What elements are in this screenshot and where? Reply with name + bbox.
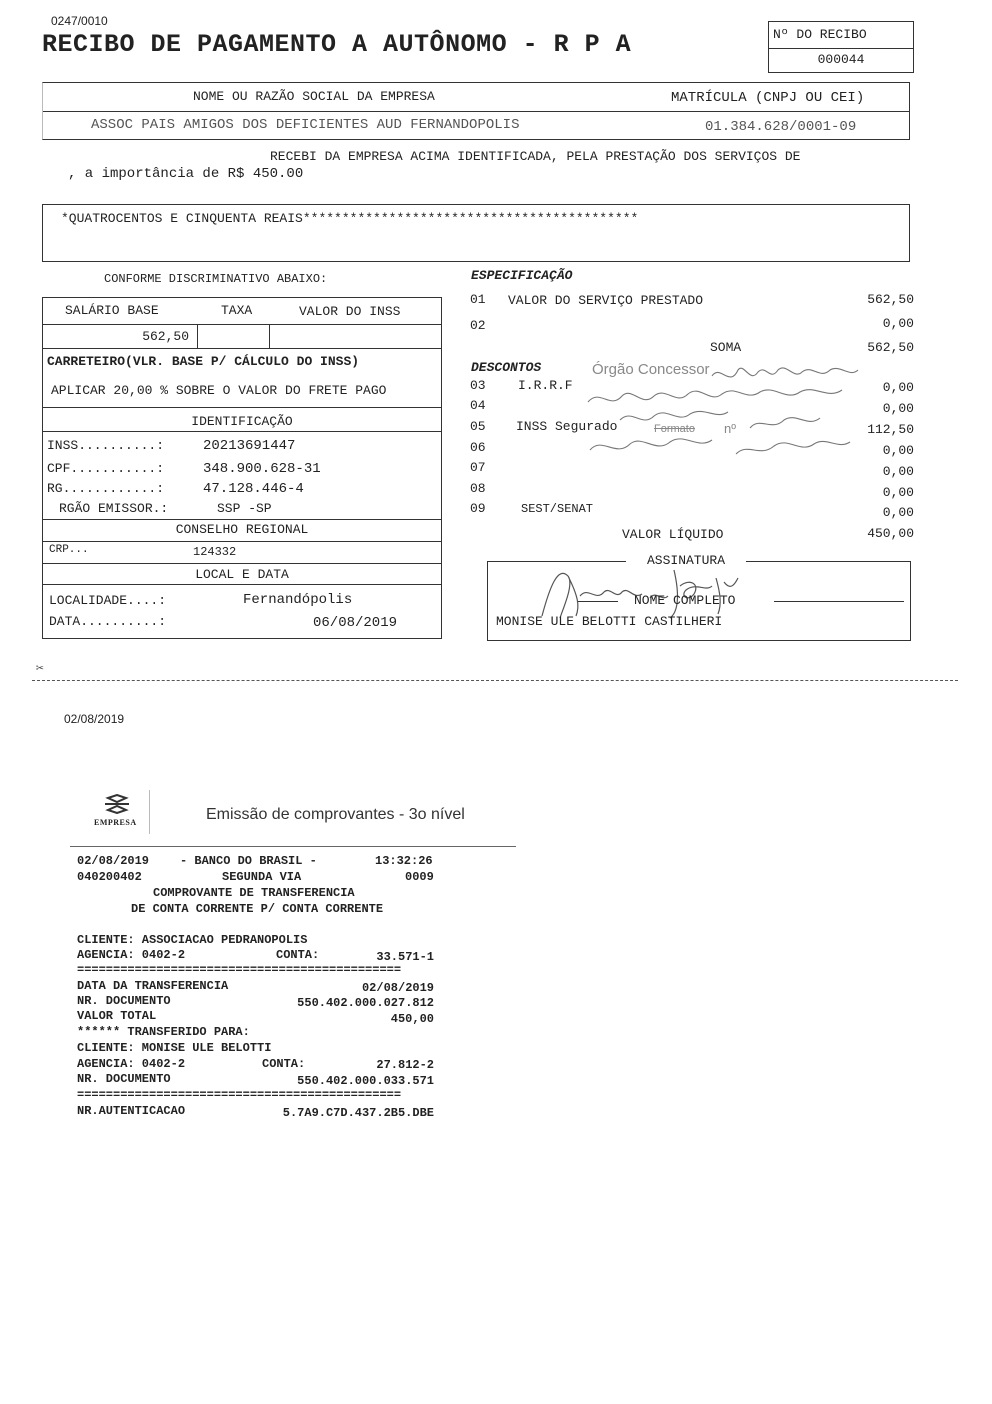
bank-nr-doc-label-2: NR. DOCUMENTO (77, 1072, 171, 1086)
bank-data-transf-label: DATA DA TRANSFERENCIA (77, 979, 229, 993)
crp-label: CRP... (49, 544, 89, 556)
carreteiro-text: APLICAR 20,00 % SOBRE O VALOR DO FRETE PAGO (51, 383, 387, 398)
item-05-desc: INSS Segurado (516, 419, 618, 434)
carreteiro-title: CARRETEIRO(VLR. BASE P/ CÁLCULO DO INSS) (47, 354, 360, 369)
item-01-value: 562,50 (867, 292, 914, 307)
receipt-number: 000044 (817, 52, 865, 67)
item-07-code: 07 (470, 460, 486, 475)
stamp-numero: nº (724, 421, 736, 436)
bank-valor-total-label: VALOR TOTAL (77, 1009, 157, 1023)
identificacao-title: IDENTIFICAÇÃO (191, 414, 293, 429)
stamp-handwriting (580, 358, 870, 474)
bank-cliente-2: CLIENTE: MONISE ULE BELOTTI (77, 1041, 272, 1055)
item-02-code: 02 (470, 318, 486, 333)
bank-logo (88, 790, 150, 834)
soma-value: 562,50 (867, 340, 914, 355)
taxa-header: TAXA (221, 303, 253, 318)
bank-nr-doc-1: 550.402.000.027.812 (297, 996, 434, 1010)
conforme-label: CONFORME DISCRIMINATIVO ABAIXO: (104, 272, 328, 286)
data-label: DATA..........: (49, 614, 167, 629)
item-05-value: 112,50 (867, 422, 914, 437)
bank-conta-label-1: CONTA: (276, 948, 320, 962)
scissors-icon: ✂ (36, 661, 44, 676)
soma-label: SOMA (710, 340, 742, 355)
orgao-emissor-value: SSP -SP (217, 501, 272, 516)
statement-line-1: RECEBI DA EMPRESA ACIMA IDENTIFICADA, PELA PRESTAÇÃO DOS SERVIÇOS DE (270, 149, 801, 164)
rg-label: RG............: (47, 481, 165, 496)
item-04-value: 0,00 (882, 401, 914, 416)
item-06-code: 06 (470, 440, 486, 455)
bank-terminal: 040200402 (77, 870, 142, 884)
data-value: 06/08/2019 (313, 615, 398, 631)
company-box (42, 82, 910, 140)
bank-heading-1: COMPROVANTE DE TRANSFERENCIA (153, 886, 355, 900)
bank-time: 13:32:26 (375, 854, 433, 868)
item-08-value: 0,00 (882, 485, 914, 500)
inss-label: INSS..........: (47, 438, 165, 453)
company-name-header: NOME OU RAZÃO SOCIAL DA EMPRESA (193, 89, 435, 104)
bank-separator-1: ============================================= (77, 963, 402, 977)
valor-inss-header: VALOR DO INSS (299, 304, 401, 319)
bank-segunda-via: SEGUNDA VIA (222, 870, 302, 884)
especificacao-title: ESPECIFICAÇÃO (471, 268, 573, 283)
bank-agencia-1: AGENCIA: 0402-2 (77, 948, 186, 962)
orgao-emissor-label: RGÃO EMISSOR.: (59, 501, 169, 516)
receipt-number-box (768, 21, 914, 73)
valor-liquido-label: VALOR LÍQUIDO (622, 527, 724, 542)
bank-conta-1: 33.571-1 (376, 950, 434, 964)
cpf-value: 348.900.628-31 (203, 461, 321, 477)
statement-line-2: , a importância de R$ 450.00 (68, 166, 304, 182)
valor-liquido-value: 450,00 (867, 526, 914, 541)
amount-words-box (42, 204, 910, 262)
item-01-code: 01 (470, 292, 486, 307)
receipt-number-label: Nº DO RECIBO (773, 27, 867, 42)
item-03-code: 03 (470, 378, 486, 393)
bank-separator-2: ============================================= (77, 1088, 402, 1102)
bank-valor-total: 450,00 (390, 1012, 434, 1026)
bank-autentic: 5.7A9.C7D.437.2B5.DBE (282, 1106, 434, 1120)
company-name: ASSOC PAIS AMIGOS DOS DEFICIENTES AUD FERNANDOPOLIS (91, 117, 520, 133)
bank-logo-icon (102, 794, 132, 814)
item-06-value: 0,00 (882, 443, 914, 458)
bank-cliente-1: CLIENTE: ASSOCIACAO PEDRANOPOLIS (77, 933, 308, 947)
company-id-header: MATRÍCULA (CNPJ OU CEI) (671, 90, 865, 106)
conselho-title: CONSELHO REGIONAL (175, 522, 309, 537)
nome-completo-label: NOME COMPLETO (634, 593, 736, 608)
local-data-title: LOCAL E DATA (195, 567, 289, 582)
bank-heading-2: DE CONTA CORRENTE P/ CONTA CORRENTE (131, 902, 384, 916)
bank-nr-doc-label-1: NR. DOCUMENTO (77, 994, 171, 1008)
item-01-desc: VALOR DO SERVIÇO PRESTADO (508, 293, 704, 308)
item-09-desc: SEST/SENAT (521, 502, 594, 516)
item-09-value: 0,00 (882, 505, 914, 520)
item-09-code: 09 (470, 501, 486, 516)
crp-value: 124332 (193, 545, 237, 559)
amount-in-words: *QUATROCENTOS E CINQUENTA REAIS******************************************* (61, 211, 639, 226)
descontos-title: DESCONTOS (471, 360, 542, 375)
stamp-formato: Formato (654, 423, 695, 435)
bank-nr-doc-2: 550.402.000.033.571 (297, 1074, 434, 1088)
bank-conta-2: 27.812-2 (376, 1058, 434, 1072)
item-08-code: 08 (470, 481, 486, 496)
salario-base-header: SALÁRIO BASE (65, 303, 159, 318)
localidade-value: Fernandópolis (243, 592, 353, 608)
item-05-code: 05 (470, 419, 486, 434)
bank-name: - BANCO DO BRASIL - (180, 854, 317, 868)
bank-date: 02/08/2019 (77, 854, 150, 868)
item-03-desc: I.R.R.F (518, 378, 573, 393)
left-details-box (42, 297, 442, 639)
item-03-value: 0,00 (882, 380, 914, 395)
bank-seq: 0009 (405, 870, 434, 884)
cpf-label: CPF...........: (47, 461, 165, 476)
cut-line (32, 680, 958, 681)
signer-name: MONISE ULE BELOTTI CASTILHERI (496, 614, 723, 629)
item-02-value: 0,00 (882, 316, 914, 331)
page-title: RECIBO DE PAGAMENTO A AUTÔNOMO - R P A (42, 30, 632, 59)
salario-base-value: 562,50 (142, 329, 189, 344)
doc-code: 0247/0010 (51, 14, 108, 28)
item-04-code: 04 (470, 398, 486, 413)
bank-logo-text: EMPRESA (94, 818, 137, 827)
bank-title: Emissão de comprovantes - 3o nível (206, 806, 465, 823)
rg-value: 47.128.446-4 (203, 481, 304, 497)
inss-value: 20213691447 (203, 438, 296, 454)
bank-transferido: ****** TRANSFERIDO PARA: (77, 1025, 250, 1039)
bank-conta-label-2: CONTA: (262, 1057, 306, 1071)
localidade-label: LOCALIDADE....: (49, 593, 167, 608)
stamp-orgao-concessor: Órgão Concessor (592, 361, 710, 378)
bank-data-transf: 02/08/2019 (361, 981, 434, 995)
bank-agencia-2: AGENCIA: 0402-2 (77, 1057, 186, 1071)
assinatura-title: ASSINATURA (626, 553, 746, 568)
bank-autentic-label: NR.AUTENTICACAO (77, 1104, 186, 1118)
print-date: 02/08/2019 (64, 712, 125, 726)
company-cnpj: 01.384.628/0001-09 (705, 119, 857, 135)
item-07-value: 0,00 (882, 464, 914, 479)
